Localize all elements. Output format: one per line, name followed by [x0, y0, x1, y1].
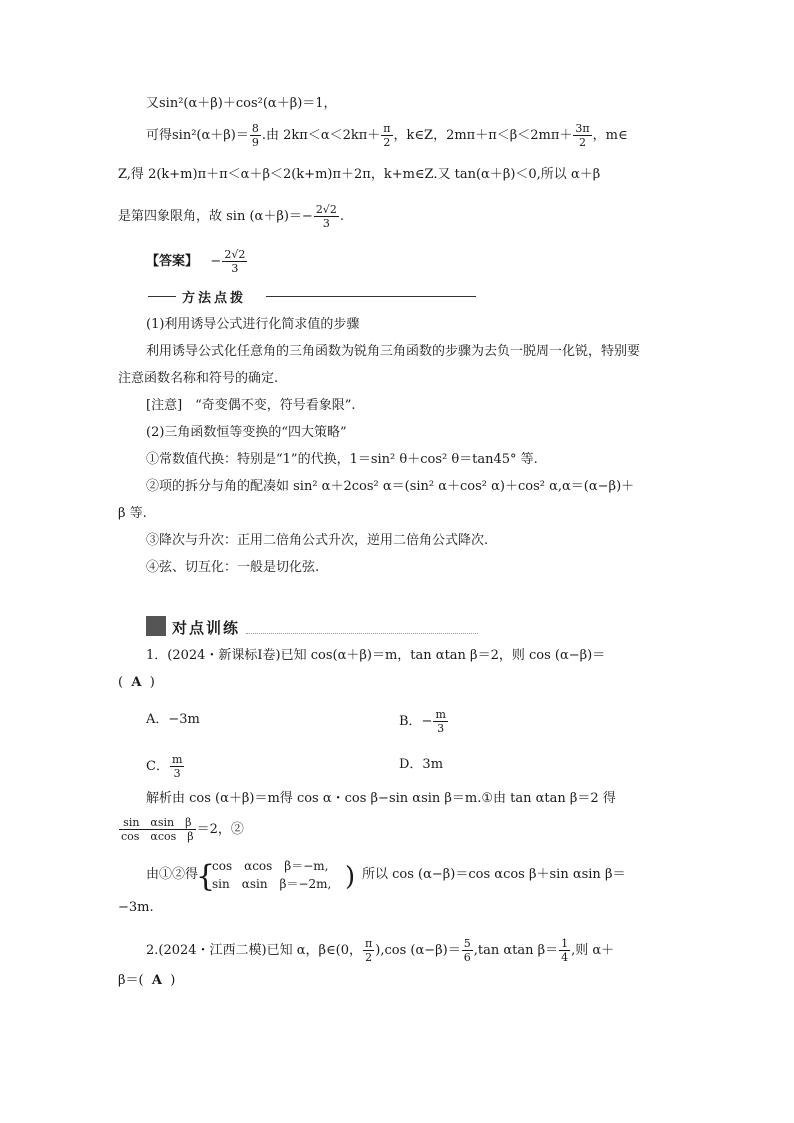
frac-numerator: m [171, 753, 183, 766]
question-1-answer: A [131, 675, 142, 690]
option-d: D．3m [399, 757, 444, 772]
solution-1-line-1: 解析由 cos (α＋β)＝m得 cos α・cos β−sin αsin β＝m.①由 tan αtan β＝2 得 [146, 791, 616, 806]
method-point-1: (1)利用诱导公式进行化简求值的步骤 [146, 317, 360, 332]
method-point-2: (2)三角函数恒等变换的“四大策略” [146, 425, 347, 440]
fraction-2root2-3 [314, 203, 339, 230]
frac-denominator: 6 [463, 951, 471, 964]
solution-1-line-2-text: ＝2，② [196, 822, 244, 837]
frac-denominator: 3 [314, 216, 339, 230]
frac-numerator: 3π [575, 122, 590, 135]
option-b-fraction [433, 708, 447, 735]
option-c [146, 753, 185, 780]
solution-line-4 [118, 203, 344, 230]
q2-text-b: ),cos (α−β)＝ [375, 943, 461, 958]
question-1-line-2 [118, 674, 155, 692]
option-a: A．−3m [146, 712, 200, 727]
method-section-header [148, 290, 476, 304]
answer-sign: − [210, 254, 222, 269]
question-2-line-2 [118, 972, 175, 990]
frac-numerator: 1 [561, 937, 569, 950]
answer-label: 【答案】 [146, 254, 199, 269]
frac-denominator: 3 [222, 261, 247, 275]
frac-numerator: 5 [463, 937, 471, 950]
frac-numerator: 2√2 [224, 248, 246, 261]
training-title: 对点训练 [172, 619, 241, 637]
q2-fraction-1-4 [559, 937, 570, 964]
system-brace: { [196, 859, 216, 894]
section-block-icon [146, 616, 166, 636]
system-row-2: sin αsin β＝−2m, [212, 877, 332, 891]
strategy-2-line-1: ②项的拆分与角的配凑如 sin² α＋2cos² α＝(sin² α＋cos² α)＋cos² α,α＝(α−β)＋ [146, 479, 635, 494]
solution-line-4-text-a: 是第四象限角，故 sin (α＋β)＝− [118, 209, 313, 224]
q2-text-c: ,tan αtan β＝ [473, 943, 559, 958]
strategy-1: ①常数值代换：特别是“1”的代换，1＝sin² θ＋cos² θ＝tan45° 等. [146, 452, 538, 467]
q2-text-d: ,则 α＋ [571, 943, 615, 958]
q2-fraction-5-6 [462, 937, 473, 964]
solution-line-4-text-b: . [339, 209, 344, 224]
system-row-1: cos αcos β＝−m, [212, 859, 329, 873]
solution-line-3: Z,得 2(k+m)π＋π＜α＋β＜2(k+m)π＋2π，k+m∈Z.又 tan(α＋β)＜0,所以 α＋β [118, 167, 601, 182]
answer-fraction [222, 248, 247, 275]
header-dotted-rule [246, 633, 478, 634]
question-2-answer: A [151, 973, 162, 988]
solution-1-line-4: −3m. [118, 900, 154, 915]
q2-text-a: 2.(2024・江西二模)已知 α，β∈(0， [146, 943, 363, 958]
solution-line-2 [146, 122, 628, 149]
strategy-4: ④弦、切互化：一般是切化弦. [146, 560, 320, 575]
answer-line [146, 248, 248, 275]
solution-1-line-3-text: 所以 cos (α−β)＝cos αcos β＋sin αsin β＝ [362, 867, 626, 882]
frac-denominator: 3 [170, 766, 184, 780]
option-c-label: C． [146, 759, 169, 774]
frac-denominator: cos αcos β [121, 830, 194, 843]
solution-1-line-3-prefix: 由①②得 [146, 867, 199, 882]
system-close-paren: ) [345, 862, 356, 892]
strategy-2-line-2: β 等. [118, 506, 147, 521]
q2-line-2-prefix: β＝( [118, 973, 144, 988]
frac-numerator: π [383, 122, 391, 135]
strategy-3: ③降次与升次：正用二倍角公式升次，逆用二倍角公式降次. [146, 533, 489, 548]
solution-line-2-text-d: ，m∈ [592, 128, 628, 143]
method-title: 方法点拨 [178, 287, 250, 306]
frac-denominator: 4 [561, 951, 569, 964]
frac-numerator: 2√2 [315, 203, 337, 216]
frac-numerator: π [365, 937, 373, 950]
tan-product-fraction [119, 816, 196, 843]
solution-1-line-2 [118, 816, 244, 843]
q2-fraction-pi-2 [363, 937, 374, 964]
header-rule-left [148, 296, 176, 297]
option-c-fraction [170, 753, 184, 780]
frac-numerator: sin αsin β [123, 816, 192, 829]
method-note: [注意] “奇变偶不变，符号看象限”. [146, 398, 356, 413]
method-para-line-2: 注意函数名称和符号的确定. [118, 371, 279, 386]
header-rule-right [266, 296, 476, 297]
fraction-8-9 [250, 122, 261, 149]
paren-open: ( [118, 675, 124, 690]
solution-line-2-text-b: .由 2kπ＜α＜2kπ＋ [261, 128, 381, 143]
question-2-line-1 [146, 937, 614, 964]
frac-denominator: 2 [381, 135, 392, 149]
frac-denominator: 2 [573, 135, 591, 149]
paren-close: ) [170, 973, 176, 988]
fraction-pi-2 [381, 122, 392, 149]
paren-close: ) [149, 675, 155, 690]
frac-numerator: 8 [251, 122, 259, 135]
frac-denominator: 9 [251, 136, 259, 149]
solution-line-2-text-c: ，k∈Z，2mπ＋π＜β＜2mπ＋ [393, 128, 573, 143]
frac-denominator: 2 [363, 950, 374, 964]
question-1-line-1: 1．(2024・新课标Ⅰ卷)已知 cos(α＋β)＝m，tan αtan β＝2，则 cos (α−β)＝ [146, 648, 606, 663]
frac-denominator: 3 [433, 721, 447, 735]
option-b-label: B．− [399, 714, 433, 729]
fraction-3pi-2 [573, 122, 591, 149]
training-section-header [146, 616, 478, 638]
solution-line-2-text-a: 可得sin²(α＋β)＝ [146, 128, 249, 143]
frac-numerator: m [435, 708, 446, 721]
solution-line-1: 又sin²(α＋β)＋cos²(α＋β)＝1， [146, 96, 337, 111]
method-para-line-1: 利用诱导公式化任意角的三角函数为锐角三角函数的步骤为去负一脱周一化锐，特别要 [146, 344, 641, 359]
option-b [399, 708, 449, 735]
